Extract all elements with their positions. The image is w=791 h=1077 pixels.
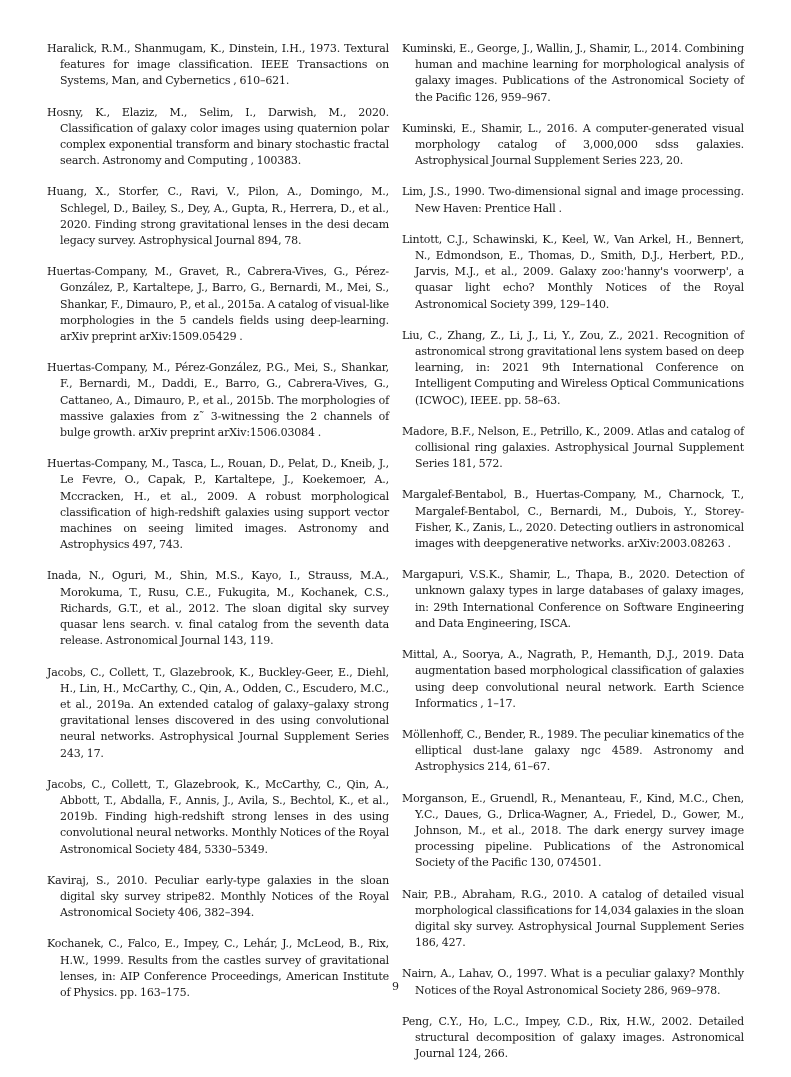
reference-entry: Huertas-Company, M., Tasca, L., Rouan, D., Pelat, D., Kneib, J., Le Fevre, O., Capak, P., Kartaltepe, J., Koekemoer, A., Mccracken, H., et al., 2009. A robust morphological classification of high-redshift galaxies using support vector machines on seeing limited images. Astronomy and Astrophysics 497, 743. <box>47 457 389 552</box>
reference-entry: Margapuri, V.S.K., Shamir, L., Thapa, B., 2020. Detection of unknown galaxy types in large databases of galaxy images, in: 29th International Conference on Software Engineering and Data Engineering, ISCA. <box>402 568 744 630</box>
reference-entry: Haralick, R.M., Shanmugam, K., Dinstein, I.H., 1973. Textural features for image classification. IEEE Transactions on Systems, Man, and Cybernetics , 610–621. <box>47 42 389 88</box>
reference-entry: Nair, P.B., Abraham, R.G., 2010. A catalog of detailed visual morphological classifications for 14,034 galaxies in the sloan digital sky survey. Astrophysical Journal Supplement Series 186, 427. <box>402 887 744 950</box>
reference-entry: Huertas-Company, M., Gravet, R., Cabrera-Vives, G., Pérez-González, P., Kartaltepe, J., Barro, G., Bernardi, M., Mei, S., Shankar, F., Dimauro, P., et al., 2015a. A catalog of visual-like morphologies in the 5 candels fields using deep-learning. arXiv preprint arXiv:1509.05429 . <box>47 265 389 344</box>
reference-entry: Lim, J.S., 1990. Two-dimensional signal and image processing. New Haven: Prentice Hall . <box>402 185 744 215</box>
reference-entry: Kuminski, E., George, J., Wallin, J., Shamir, L., 2014. Combining human and machine learning for morphological analysis of galaxy images. Publications of the Astronomical Society of the Pacific 126, 959–967. <box>402 42 744 104</box>
reference-entry: Kaviraj, S., 2010. Peculiar early-type galaxies in the sloan digital sky survey stripe82. Monthly Notices of the Royal Astronomical Society 406, 382–394. <box>47 873 389 920</box>
reference-entry: Möllenhoff, C., Bender, R., 1989. The peculiar kinematics of the elliptical dust-lane galaxy ngc 4589. Astronomy and Astrophysics 214, 61–67. <box>402 727 744 774</box>
reference-column-right <box>402 41 744 1077</box>
reference-entry: Mittal, A., Soorya, A., Nagrath, P., Hemanth, D.J., 2019. Data augmentation based morphological classification of galaxies using deep convolutional neural network. Earth Science Informatics , 1–17. <box>402 648 744 710</box>
page-number: 9 <box>392 980 399 993</box>
reference-entry: Inada, N., Oguri, M., Shin, M.S., Kayo, I., Strauss, M.A., Morokuma, T., Rusu, C.E., Fukugita, M., Kochanek, C.S., Richards, G.T., et al., 2012. The sloan digital sky survey quasar lens search. v. final catalog from the seventh data release. Astronomical Journal 143, 119. <box>47 569 389 648</box>
reference-entry: Huertas-Company, M., Pérez-González, P.G., Mei, S., Shankar, F., Bernardi, M., Daddi, E., Barro, G., Cabrera-Vives, G., Cattaneo, A., Dimauro, P., et al., 2015b. The morphologies of massive galaxies from z˜ 3-witnessing the 2 channels of bulge growth. arXiv preprint arXiv:1506.03084 . <box>47 361 389 440</box>
reference-entry: Morganson, E., Gruendl, R., Menanteau, F., Kind, M.C., Chen, Y.C., Daues, G., Drlica-Wagner, A., Friedel, D., Gower, M., Johnson, M., et al., 2018. The dark energy survey image processing pipeline. Publications of the Astronomical Society of the Pacific 130, 074501. <box>402 791 744 870</box>
reference-entry: Liu, C., Zhang, Z., Li, J., Li, Y., Zou, Z., 2021. Recognition of astronomical strong gravitational lens system based on deep learning, in: 2021 9th International Conference on Intelligent Computing and Wireless Optical Communications (ICWOC), IEEE. pp. 58–63. <box>402 328 744 407</box>
reference-entry: Kuminski, E., Shamir, L., 2016. A computer-generated visual morphology catalog of 3,000,000 sdss galaxies. Astrophysical Journal Supplement Series 223, 20. <box>402 121 744 168</box>
reference-entry: Peng, C.Y., Ho, L.C., Impey, C.D., Rix, H.W., 2002. Detailed structural decomposition of galaxy images. Astronomical Journal 124, 266. <box>402 1014 744 1061</box>
reference-entry: Nairn, A., Lahav, O., 1997. What is a peculiar galaxy? Monthly Notices of the Royal Astronomical Society 286, 969–978. <box>402 967 744 997</box>
reference-entry: Jacobs, C., Collett, T., Glazebrook, K., Buckley-Geer, E., Diehl, H., Lin, H., McCarthy, C., Qin, A., Odden, C., Escudero, M.C., et al., 2019a. An extended catalog of galaxy–galaxy strong gravitational lenses discovered in des using convolutional neural networks. Astrophysical Journal Supplement Series 243, 17. <box>47 665 389 760</box>
reference-entry: Hosny, K., Elaziz, M., Selim, I., Darwish, M., 2020. Classification of galaxy color images using quaternion polar complex exponential transform and binary stochastic fractal search. Astronomy and Computing , 100383. <box>47 105 389 168</box>
reference-entry: Jacobs, C., Collett, T., Glazebrook, K., McCarthy, C., Qin, A., Abbott, T., Abdalla, F., Annis, J., Avila, S., Bechtol, K., et al., 2019b. Finding high-redshift strong lenses in des using convolutional neural networks. Monthly Notices of the Royal Astronomical Society 484, 5330–5349. <box>47 777 389 856</box>
reference-entry: Huang, X., Storfer, C., Ravi, V., Pilon, A., Domingo, M., Schlegel, D., Bailey, S., Dey, A., Gupta, R., Herrera, D., et al., 2020. Finding strong gravitational lenses in the desi decam legacy survey. Astrophysical Journal 894, 78. <box>47 185 389 248</box>
reference-column-left <box>47 41 389 1016</box>
reference-entry: Madore, B.F., Nelson, E., Petrillo, K., 2009. Atlas and catalog of collisional ring galaxies. Astrophysical Journal Supplement Series 181, 572. <box>402 424 744 471</box>
reference-entry: Margalef-Bentabol, B., Huertas-Company, M., Charnock, T., Margalef-Bentabol, C., Bernardi, M., Dubois, Y., Storey-Fisher, K., Zanis, L., 2020. Detecting outliers in astronomical images with deepgenerative networks. arXiv:2003.08263 . <box>402 488 744 551</box>
reference-entry: Lintott, C.J., Schawinski, K., Keel, W., Van Arkel, H., Bennert, N., Edmondson, E., Thomas, D., Smith, D.J., Herbert, P.D., Jarvis, M.J., et al., 2009. Galaxy zoo:'hanny's voorwerp', a quasar light echo? Monthly Notices of the Royal Astronomical Society 399, 129–140. <box>402 232 744 311</box>
reference-entry: Kochanek, C., Falco, E., Impey, C., Lehár, J., McLeod, B., Rix, H.W., 1999. Results from the castles survey of gravitational lenses, in: AIP Conference Proceedings, American Institute of Physics. pp. 163–175. <box>47 937 389 999</box>
